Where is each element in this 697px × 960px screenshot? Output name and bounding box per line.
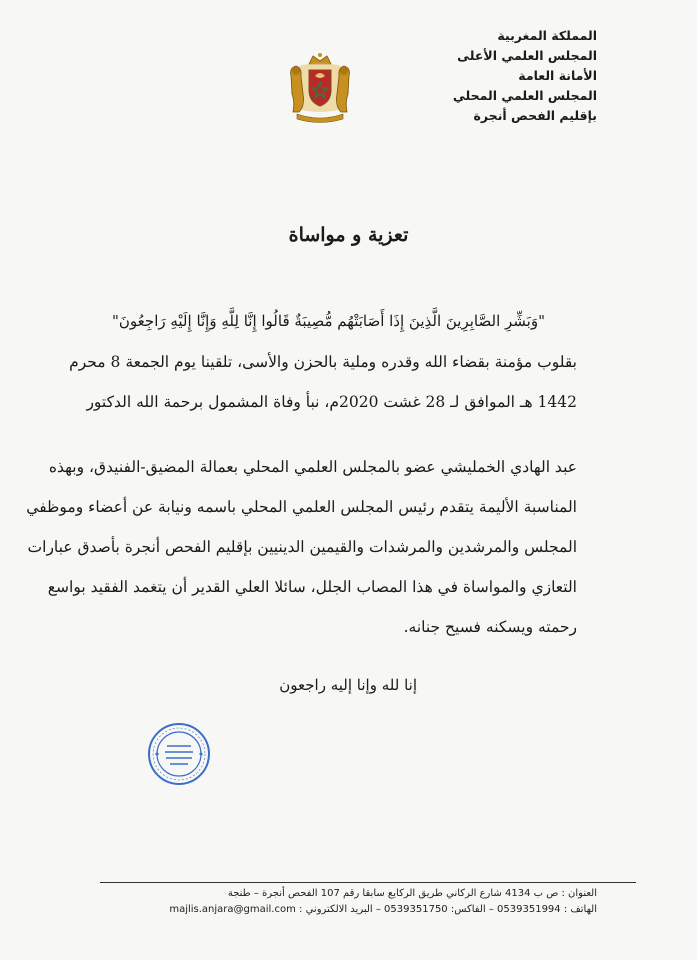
letterhead-line: المملكة المغربية	[497, 28, 597, 43]
official-stamp-icon	[147, 722, 211, 786]
letterhead-line: المجلس العلمي المحلي	[452, 88, 597, 103]
text-line: المناسبة الأليمة يتقدم رئيس المجلس العلمي المحلي باسمه ونيابة عن أعضاء وموظفي	[26, 498, 577, 516]
letterhead-line: المجلس العلمي الأعلى	[457, 48, 597, 63]
text-line: بقلوب مؤمنة بقضاء الله وقدره وملية بالحزن والأسى، تلقينا يوم الجمعة 8 محرم	[69, 353, 577, 371]
footer	[57, 886, 597, 918]
footer-phone-fax: الهاتف : 0539351994 – الفاكس: 0539351750 – البريد الالكتروني :	[299, 904, 597, 915]
coat-of-arms-icon	[285, 50, 355, 126]
text-line: رحمته ويسكنه فسيح جنانه.	[403, 618, 577, 636]
text-line: المجلس والمرشدين والمرشدات والقيمين الدينيين بإقليم الفحص أنجرة بأصدق عبارات	[27, 538, 577, 556]
text-line: التعازي والمواساة في هذا المصاب الجلل، سائلا العلي القدير أن يتغمد الفقيد بواسع	[47, 578, 577, 596]
footer-address: العنوان : ص ب 4134 شارع الركاني طريق الركايع سابقا رقم 107 الفحص أنجرة – طنجة	[227, 888, 597, 899]
quran-verse: "وَبَشِّرِ الصَّابِرِينَ الَّذِينَ إِذَا أَصَابَتْهُم مُّصِيبَةٌ قَالُوا إِنَّا لِلَّهِ وَإِنَّا إِلَيْهِ رَاجِعُونَ"	[112, 312, 545, 330]
paragraph-announcement	[69, 342, 577, 422]
letterhead-line: بإقليم الفحص أنجرة	[473, 108, 597, 123]
letter-title: تعزية و مواساة	[288, 224, 409, 246]
letterhead	[453, 26, 597, 126]
text-line: 1442 هـ الموافق لـ 28 غشت 2020م، نبأ وفاة المشمول برحمة الله الدكتور	[86, 393, 577, 411]
footer-divider	[100, 882, 636, 883]
text-line: عبد الهادي الخمليشي عضو بالمجلس العلمي المحلي بعمالة المضيق-الفنيدق، وبهذه	[48, 458, 577, 476]
footer-email: majlis.anjara@gmail.com	[169, 904, 296, 915]
paragraph-condolence	[26, 447, 577, 647]
footer-contact	[57, 902, 597, 918]
letterhead-line: الأمانة العامة	[518, 68, 597, 83]
closing-phrase: إنا لله وإنا إليه راجعون	[279, 676, 417, 694]
